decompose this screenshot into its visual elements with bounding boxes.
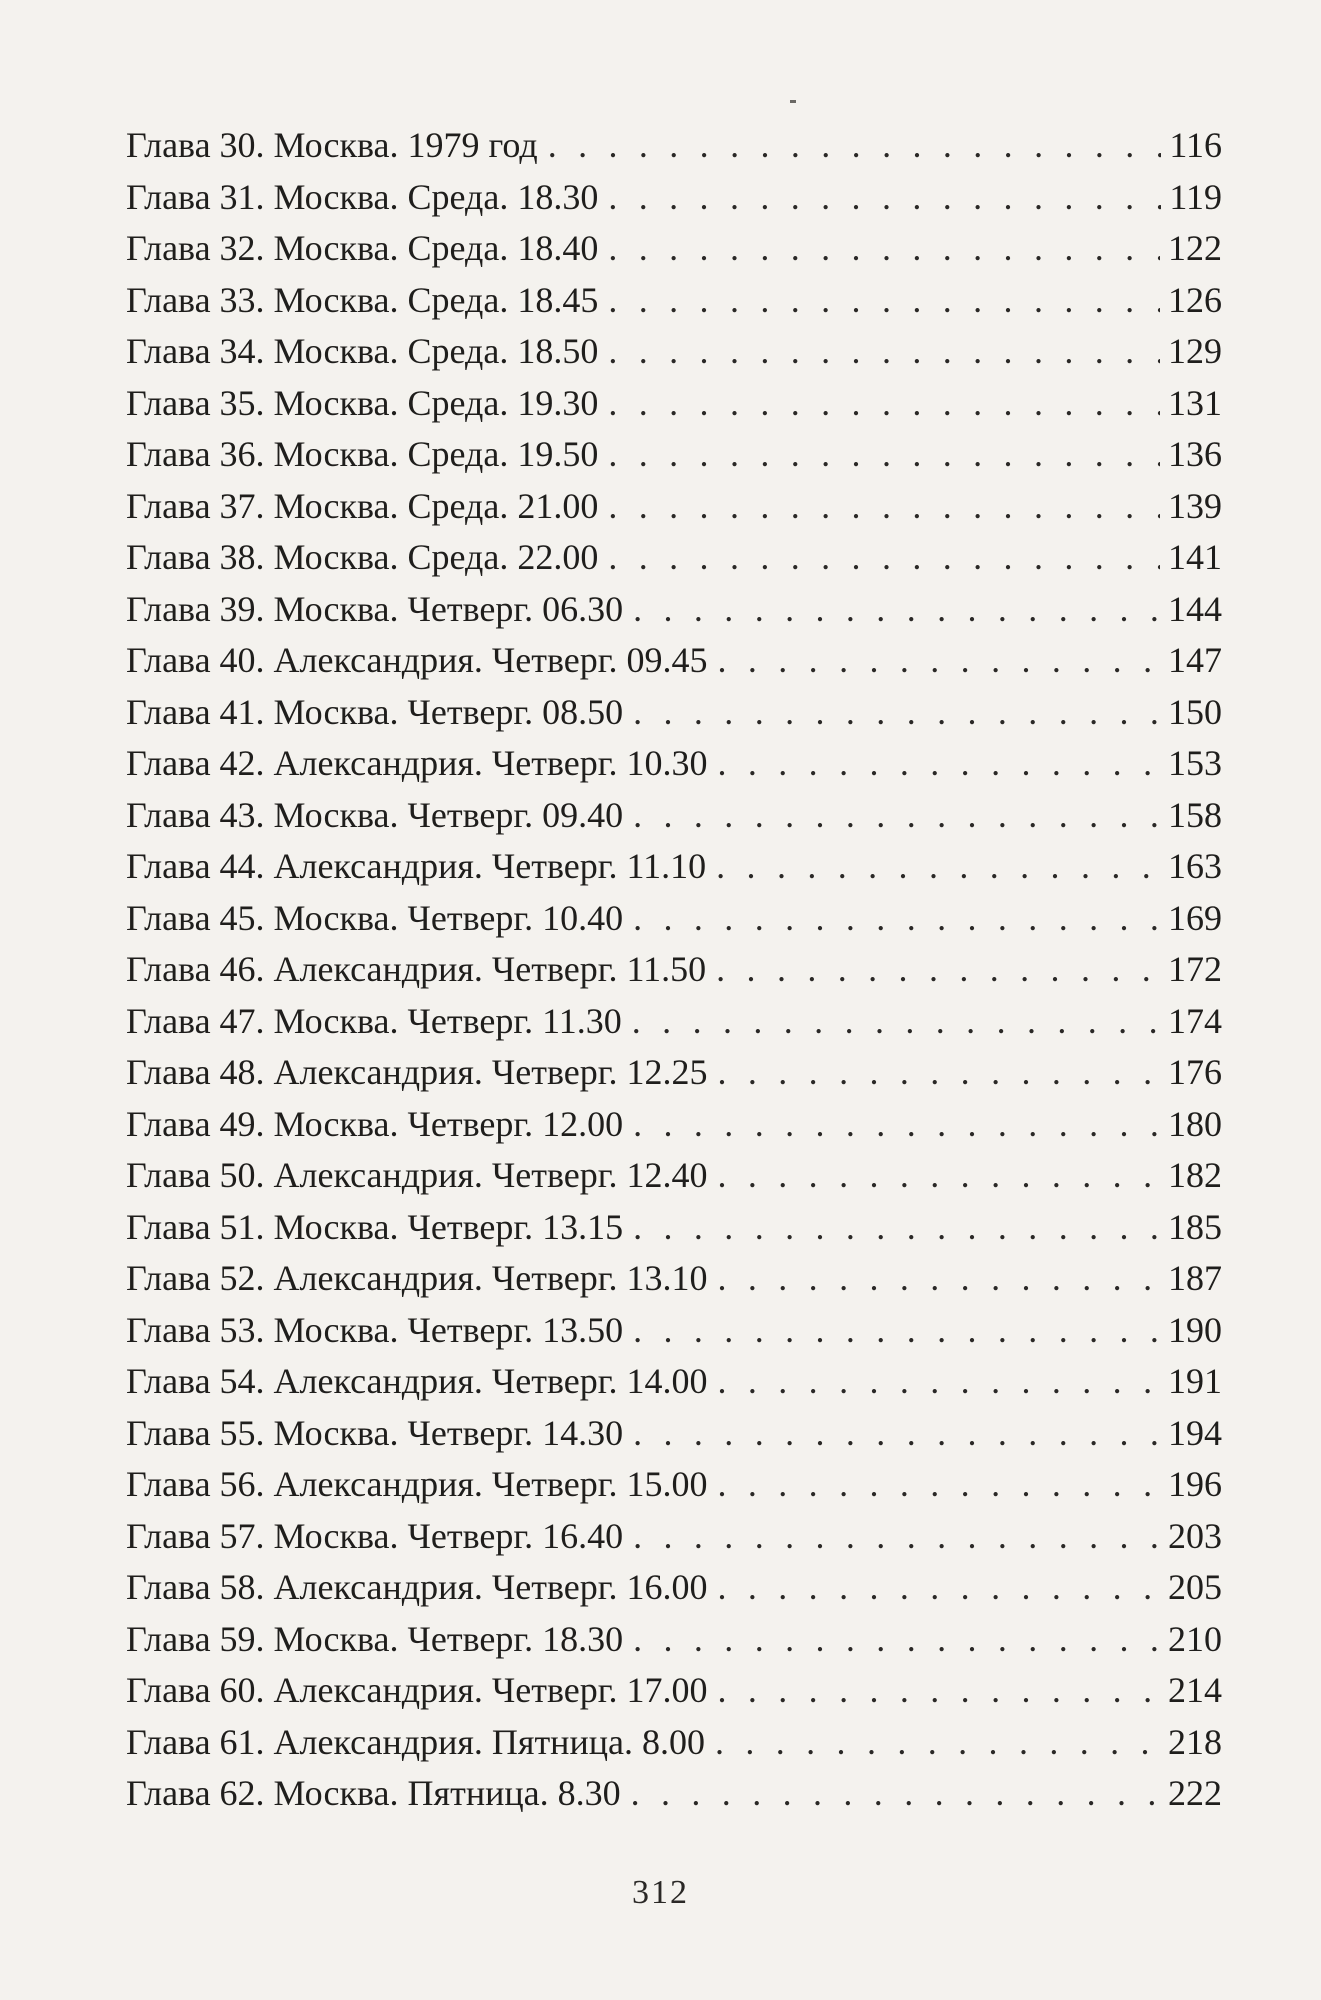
- toc-entry: [126, 790, 1222, 842]
- dot-leader: [548, 120, 1162, 172]
- chapter-page-number: 116: [1169, 125, 1222, 165]
- dot-leader: [608, 378, 1160, 430]
- dot-leader: [633, 687, 1160, 739]
- chapter-page-number: 169: [1168, 897, 1222, 938]
- chapter-title: Глава 36. Москва. Среда. 19.50: [126, 434, 599, 474]
- toc-entry: [126, 635, 1222, 687]
- chapter-title: Глава 55. Москва. Четверг. 14.30: [126, 1412, 624, 1453]
- chapter-page-number: 174: [1168, 1000, 1222, 1041]
- toc-entry: [126, 996, 1222, 1048]
- dot-leader: [717, 1047, 1160, 1099]
- dot-leader: [716, 944, 1160, 996]
- print-mark: [790, 100, 796, 103]
- toc-entry: [126, 1768, 1222, 1820]
- dot-leader: [716, 841, 1160, 893]
- dot-leader: [717, 1562, 1160, 1614]
- toc-entry: [126, 687, 1222, 739]
- dot-leader: [715, 1717, 1160, 1769]
- dot-leader: [632, 996, 1160, 1048]
- chapter-title: Глава 34. Москва. Среда. 18.50: [126, 331, 599, 371]
- chapter-page-number: 153: [1168, 743, 1222, 783]
- chapter-page-number: 214: [1168, 1670, 1222, 1710]
- chapter-title: Глава 37. Москва. Среда. 21.00: [126, 485, 599, 526]
- toc-entry: [126, 172, 1222, 224]
- page-number: 312: [632, 1874, 689, 1911]
- dot-leader: [608, 532, 1160, 584]
- chapter-title: Глава 41. Москва. Четверг. 08.50: [126, 691, 624, 732]
- chapter-page-number: 126: [1168, 279, 1222, 320]
- chapter-title: Глава 44. Александрия. Четверг. 11.10: [126, 846, 707, 886]
- chapter-page-number: 210: [1168, 1618, 1222, 1659]
- chapter-page-number: 119: [1169, 176, 1222, 217]
- dot-leader: [608, 172, 1161, 224]
- dot-leader: [608, 481, 1160, 533]
- chapter-page-number: 122: [1168, 228, 1222, 268]
- chapter-title: Глава 47. Москва. Четверг. 11.30: [126, 1000, 622, 1041]
- dot-leader: [717, 1665, 1160, 1717]
- dot-leader: [608, 326, 1160, 378]
- toc-entry: [126, 1511, 1222, 1563]
- chapter-page-number: 182: [1168, 1155, 1222, 1195]
- toc-entry: [126, 893, 1222, 945]
- dot-leader: [608, 429, 1160, 481]
- chapter-page-number: 129: [1168, 331, 1222, 371]
- chapter-title: Глава 46. Александрия. Четверг. 11.50: [126, 949, 707, 989]
- chapter-title: Глава 57. Москва. Четверг. 16.40: [126, 1515, 624, 1556]
- toc-entry: [126, 584, 1222, 636]
- chapter-title: Глава 32. Москва. Среда. 18.40: [126, 228, 599, 268]
- chapter-page-number: 163: [1168, 846, 1222, 886]
- toc-entry: [126, 1614, 1222, 1666]
- chapter-title: Глава 35. Москва. Среда. 19.30: [126, 382, 599, 423]
- chapter-title: Глава 54. Александрия. Четверг. 14.00: [126, 1361, 708, 1401]
- chapter-title: Глава 33. Москва. Среда. 18.45: [126, 279, 599, 320]
- chapter-title: Глава 61. Александрия. Пятница. 8.00: [126, 1721, 705, 1762]
- chapter-page-number: 136: [1168, 434, 1222, 474]
- toc-entry: [126, 1408, 1222, 1460]
- chapter-page-number: 205: [1168, 1567, 1222, 1607]
- chapter-title: Глава 59. Москва. Четверг. 18.30: [126, 1618, 624, 1659]
- chapter-title: Глава 39. Москва. Четверг. 06.30: [126, 588, 624, 629]
- toc-entry: [126, 532, 1222, 584]
- toc-entry: [126, 738, 1222, 790]
- dot-leader: [633, 1614, 1160, 1666]
- toc-entry: [126, 1665, 1222, 1717]
- toc-entry: [126, 120, 1222, 172]
- dot-leader: [608, 223, 1160, 275]
- chapter-page-number: 150: [1168, 691, 1222, 732]
- toc-entry: [126, 429, 1222, 481]
- toc-entry: [126, 378, 1222, 430]
- toc-entry: [126, 326, 1222, 378]
- toc-entry: [126, 944, 1222, 996]
- toc-entry: [126, 1150, 1222, 1202]
- chapter-page-number: 158: [1168, 794, 1222, 835]
- toc-entry: [126, 1356, 1222, 1408]
- chapter-page-number: 187: [1168, 1258, 1222, 1298]
- dot-leader: [608, 275, 1160, 327]
- dot-leader: [717, 738, 1160, 790]
- dot-leader: [717, 1459, 1160, 1511]
- toc-entry: [126, 1202, 1222, 1254]
- chapter-title: Глава 38. Москва. Среда. 22.00: [126, 537, 599, 577]
- chapter-title: Глава 53. Москва. Четверг. 13.50: [126, 1309, 624, 1350]
- dot-leader: [631, 1768, 1160, 1820]
- chapter-title: Глава 45. Москва. Четверг. 10.40: [126, 897, 624, 938]
- chapter-page-number: 144: [1168, 588, 1222, 629]
- chapter-title: Глава 56. Александрия. Четверг. 15.00: [126, 1464, 708, 1504]
- dot-leader: [717, 1356, 1160, 1408]
- toc-entry: [126, 1562, 1222, 1614]
- chapter-page-number: 147: [1168, 640, 1222, 680]
- chapter-page-number: 218: [1168, 1721, 1222, 1762]
- toc-entry: [126, 481, 1222, 533]
- chapter-title: Глава 60. Александрия. Четверг. 17.00: [126, 1670, 708, 1710]
- dot-leader: [633, 1099, 1160, 1151]
- dot-leader: [633, 584, 1160, 636]
- chapter-page-number: 176: [1168, 1052, 1222, 1092]
- chapter-title: Глава 30. Москва. 1979 год: [126, 125, 538, 165]
- dot-leader: [633, 790, 1160, 842]
- chapter-title: Глава 51. Москва. Четверг. 13.15: [126, 1206, 624, 1247]
- dot-leader: [633, 1305, 1160, 1357]
- dot-leader: [633, 1202, 1160, 1254]
- toc-entry: [126, 1305, 1222, 1357]
- chapter-page-number: 185: [1168, 1206, 1222, 1247]
- chapter-page-number: 131: [1168, 382, 1222, 423]
- chapter-title: Глава 62. Москва. Пятница. 8.30: [126, 1773, 621, 1813]
- dot-leader: [717, 1253, 1160, 1305]
- chapter-title: Глава 49. Москва. Четверг. 12.00: [126, 1103, 624, 1144]
- chapter-page-number: 141: [1168, 537, 1222, 577]
- chapter-title: Глава 40. Александрия. Четверг. 09.45: [126, 640, 708, 680]
- chapter-title: Глава 43. Москва. Четверг. 09.40: [126, 794, 624, 835]
- chapter-page-number: 139: [1168, 485, 1222, 526]
- chapter-title: Глава 58. Александрия. Четверг. 16.00: [126, 1567, 708, 1607]
- chapter-title: Глава 52. Александрия. Четверг. 13.10: [126, 1258, 708, 1298]
- dot-leader: [633, 1408, 1160, 1460]
- chapter-title: Глава 31. Москва. Среда. 18.30: [126, 176, 599, 217]
- toc-entry: [126, 223, 1222, 275]
- toc-entry: [126, 1047, 1222, 1099]
- toc-entry: [126, 841, 1222, 893]
- chapter-page-number: 203: [1168, 1515, 1222, 1556]
- chapter-title: Глава 50. Александрия. Четверг. 12.40: [126, 1155, 708, 1195]
- toc-entry: [126, 275, 1222, 327]
- chapter-page-number: 222: [1168, 1773, 1222, 1813]
- chapter-page-number: 196: [1168, 1464, 1222, 1504]
- chapter-page-number: 180: [1168, 1103, 1222, 1144]
- toc-entry: [126, 1717, 1222, 1769]
- dot-leader: [633, 893, 1160, 945]
- chapter-page-number: 191: [1168, 1361, 1222, 1401]
- dot-leader: [633, 1511, 1160, 1563]
- chapter-page-number: 194: [1168, 1412, 1222, 1453]
- toc-entry: [126, 1253, 1222, 1305]
- toc-entry: [126, 1099, 1222, 1151]
- chapter-page-number: 172: [1168, 949, 1222, 989]
- toc-entry: [126, 1459, 1222, 1511]
- dot-leader: [717, 1150, 1160, 1202]
- chapter-title: Глава 48. Александрия. Четверг. 12.25: [126, 1052, 708, 1092]
- dot-leader: [717, 635, 1160, 687]
- chapter-page-number: 190: [1168, 1309, 1222, 1350]
- table-of-contents: [126, 120, 1222, 1820]
- chapter-title: Глава 42. Александрия. Четверг. 10.30: [126, 743, 708, 783]
